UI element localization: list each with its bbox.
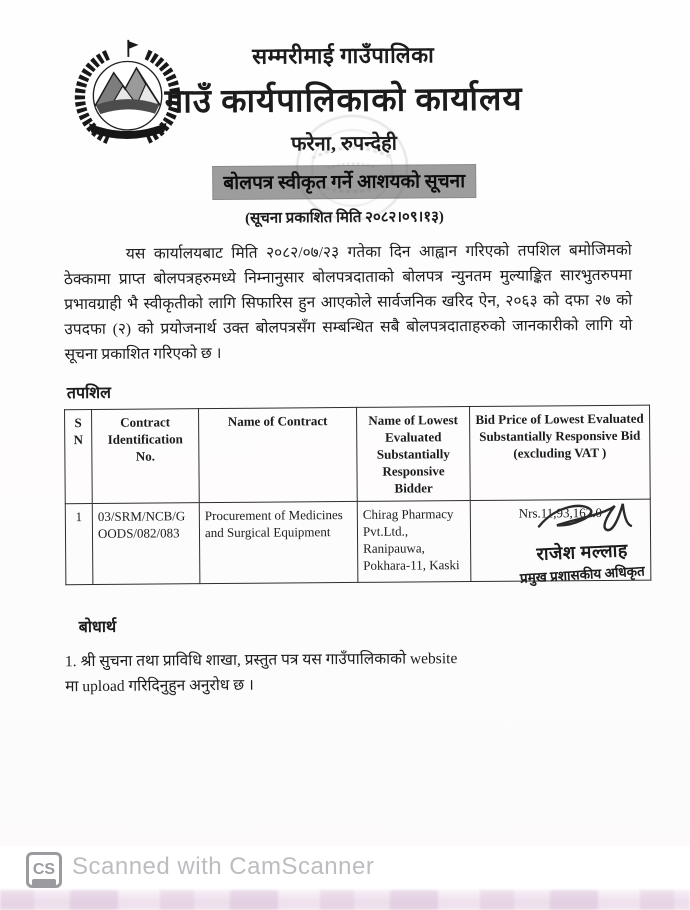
office-name: गाउँ कार्यपालिकाको कार्यालय bbox=[164, 81, 523, 121]
signatory-title: प्रमुख प्रशासकीय अधिकृत bbox=[519, 563, 646, 586]
camscanner-logo-icon: CS bbox=[26, 852, 62, 888]
notice-title-highlighted: बोलपत्र स्वीकृत गर्ने आशयको सूचना bbox=[213, 165, 475, 199]
office-address: फरेना, रुपन्देही bbox=[290, 132, 397, 156]
col-header-sn: S N bbox=[65, 409, 93, 503]
cc-note-heading: बोधार्थ bbox=[78, 618, 117, 637]
municipality-name: सम्मरीमाई गाउँपालिका bbox=[252, 42, 435, 69]
col-header-contract-id: Contract Identification No. bbox=[92, 409, 200, 504]
cell-bid-price: Nrs.11,93,162.0 bbox=[470, 499, 651, 581]
published-date-line: (सूचना प्रकाशित मिति २०८२।०९।१३) bbox=[245, 209, 444, 227]
col-header-contract-name: Name of Contract bbox=[199, 407, 358, 502]
col-header-bidder: Name of Lowest Evaluated Substantially Responsive Bidder bbox=[357, 407, 471, 502]
notice-body-paragraph: यस कार्यालयबाट मिति २०८२/०७/२३ गतेका दिन आह्वान गरिएको तपशिल बमोजिमको ठेक्कामा प्राप्त बोलपत्रहरुमध्ये निम्नानुसार बोलपत्रदाताको बोलपत्र न्युनतम मुल्याङ्कित सारभुतरुपमा प्रभावग्राही भै स्वीकृतीको लागि सिफारिस हुन आएकोले सार्वजनिक खरिद ऐन, २०६३ को दफा २७ को उपदफा (२) को प्रयोजनार्थ उक्त बोलपत्रसँग सम्बन्धित सबै बोलपत्रदाताहरुको जानकारीको लागि यो सूचना प्रकाशित गरिएको छ । bbox=[63, 241, 633, 364]
signature-block bbox=[487, 495, 678, 586]
scan-edge-artifact bbox=[0, 890, 690, 910]
municipality-emblem-logo bbox=[70, 37, 185, 154]
cell-bidder: Chirag Pharmacy Pvt.Ltd., Ranipauwa, Pokhara-11, Kaski bbox=[357, 501, 471, 583]
camscanner-watermark-text: Scanned with CamScanner bbox=[72, 853, 375, 880]
cell-contract-id: 03/SRM/NCB/GOODS/082/083 bbox=[92, 503, 200, 585]
table-header-row bbox=[65, 405, 651, 504]
camscanner-footer bbox=[0, 846, 690, 890]
cell-sn: 1 bbox=[65, 503, 93, 584]
signatory-name: राजेश मल्लाह bbox=[536, 540, 629, 565]
cc-note-item-1: 1. श्री सुचना तथा प्राविधि शाखा, प्रस्तुत पत्र यस गाउँपालिकाको website मा upload गरिदिनुहुन अनुरोध छ । bbox=[64, 650, 458, 696]
col-header-bid-price: Bid Price of Lowest Evaluated Substantially Responsive Bid (excluding VAT ) bbox=[470, 405, 651, 500]
handwritten-signature bbox=[527, 496, 637, 541]
cell-contract-name: Procurement of Medicines and Surgical Equipment bbox=[199, 501, 358, 583]
table-heading: तपशिल bbox=[66, 384, 112, 403]
